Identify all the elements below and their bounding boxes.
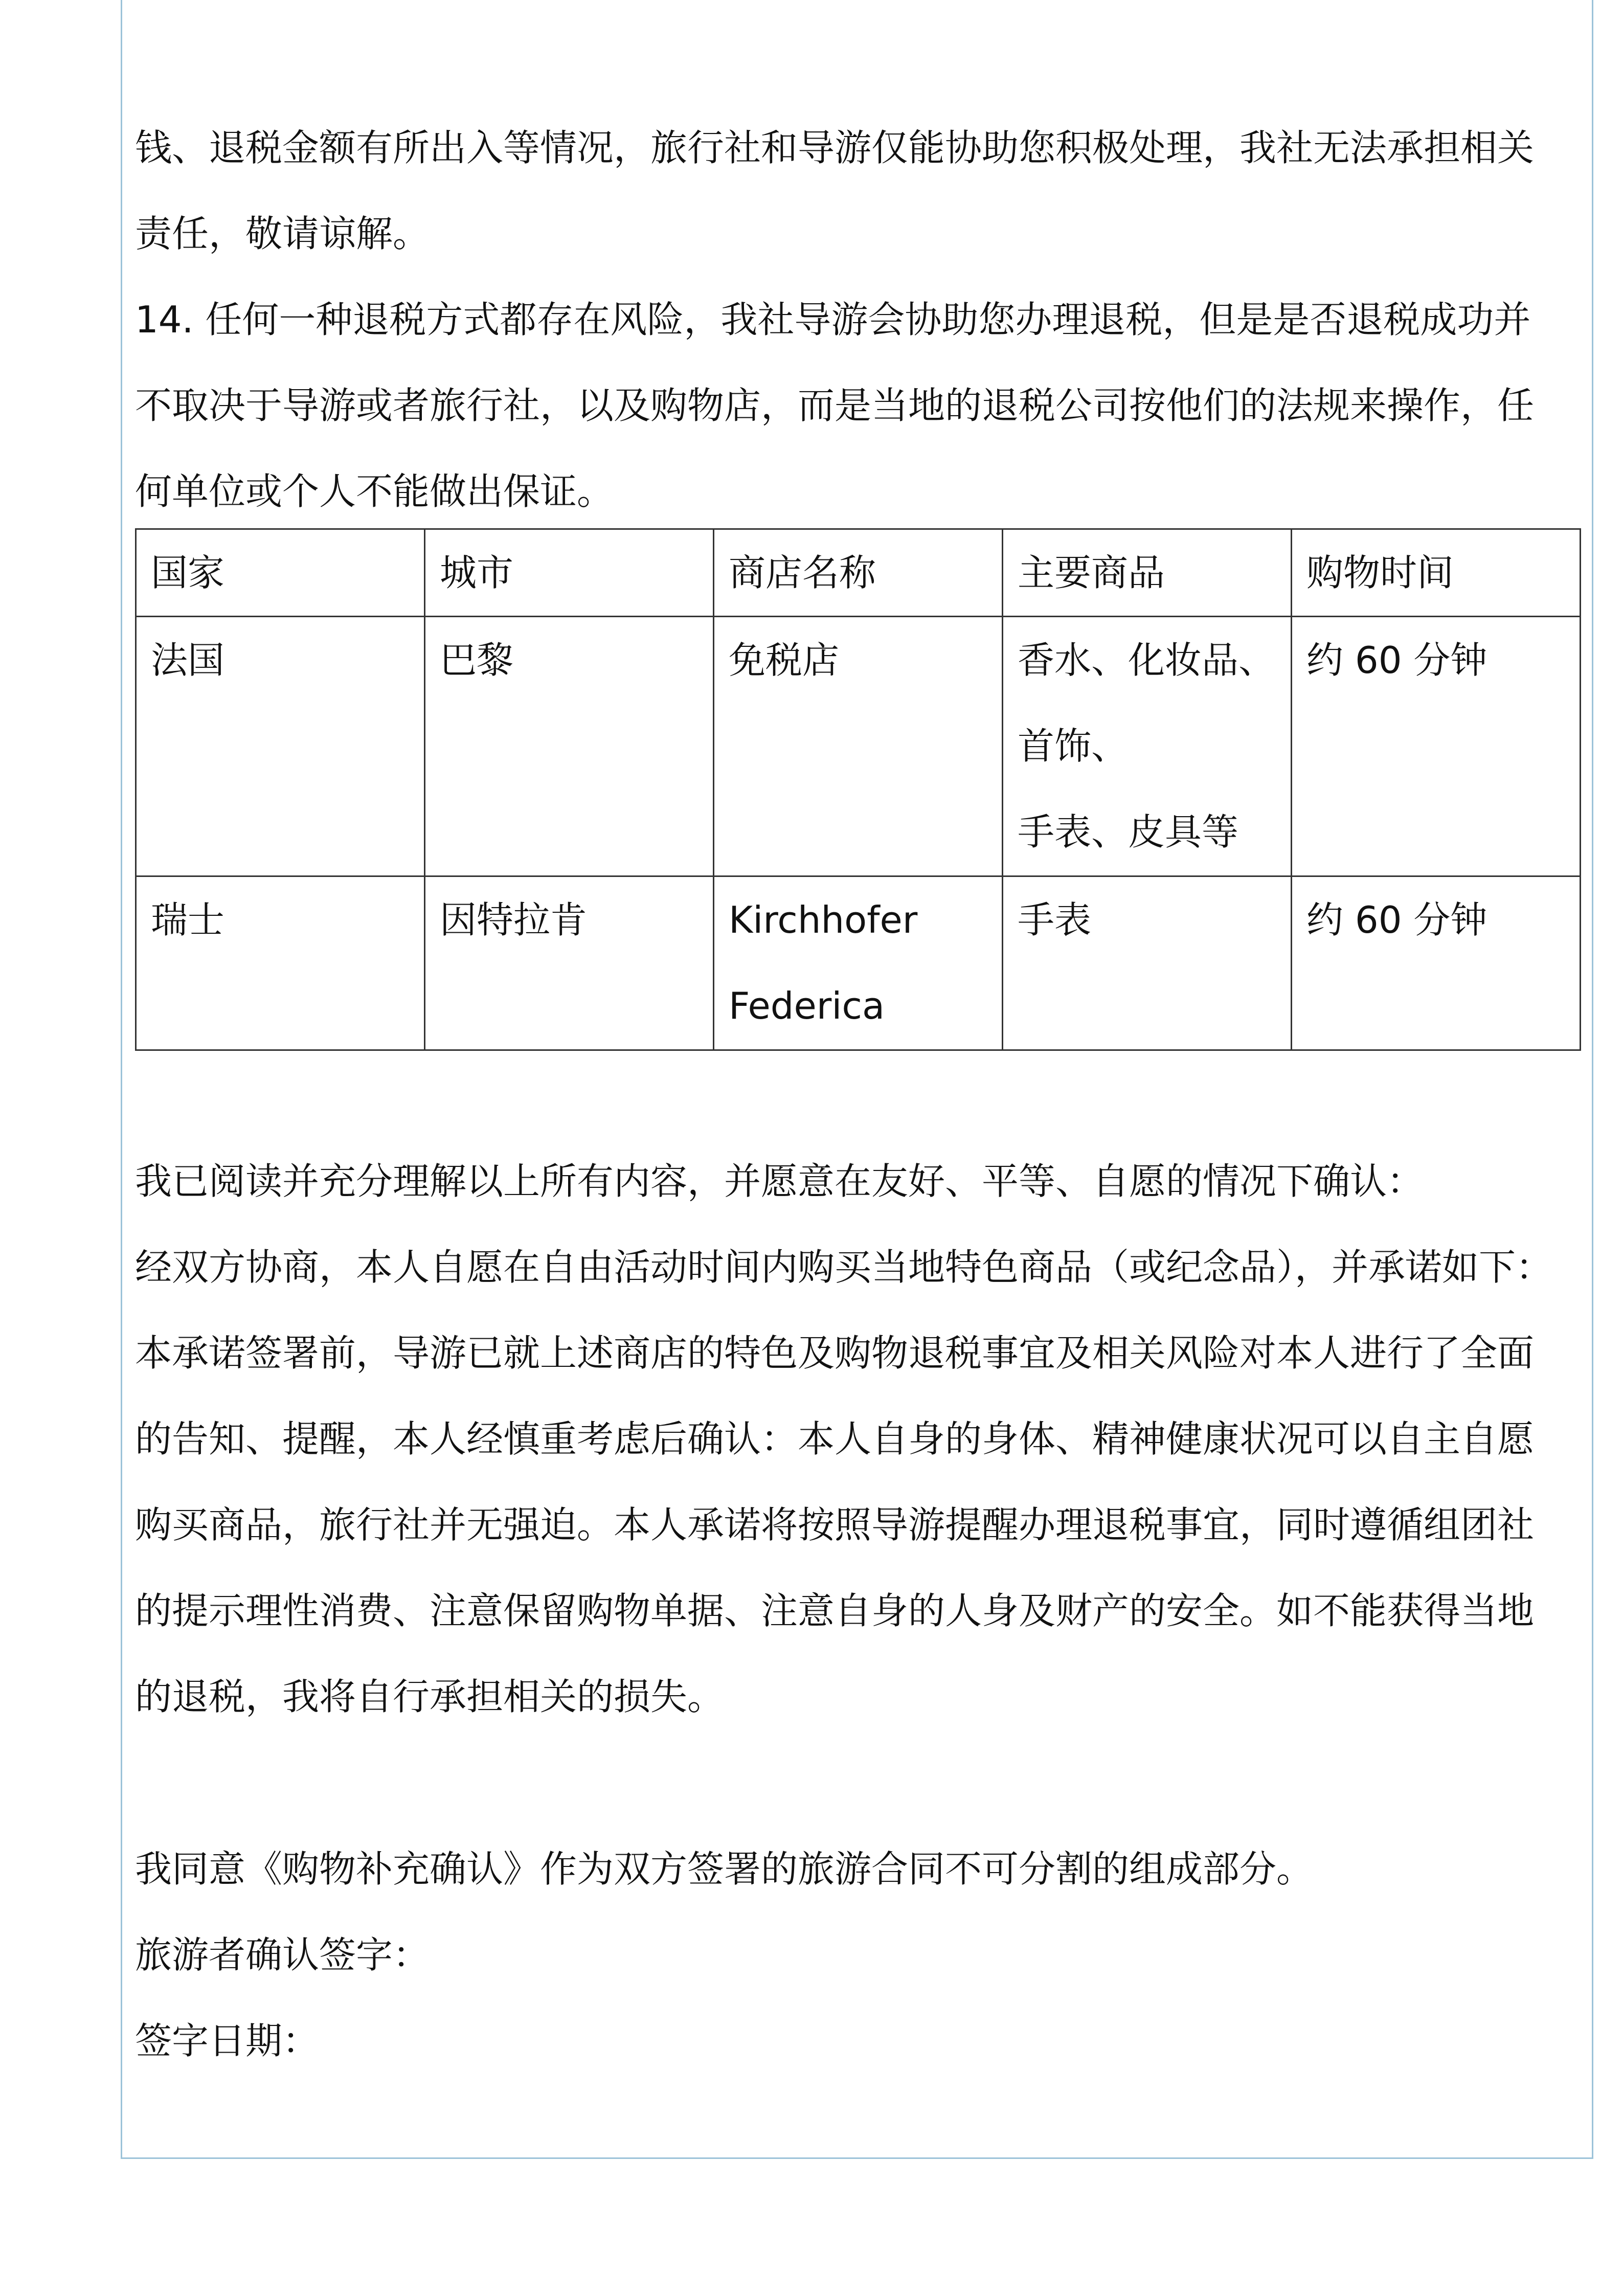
cell-shopping-time: 约 60 分钟 [1292,617,1581,876]
confirmation-line: 本承诺签署前，导游已就上述商店的特色及购物退税事宜及相关风险对本人进行了全面 [135,1332,1535,1375]
header-shopping-time: 购物时间 [1292,529,1581,617]
confirmation-line: 的退税，我将自行承担相关的损失。 [135,1675,725,1718]
table-row [136,876,1581,1050]
signature-date-label: 签字日期： [135,2019,320,2062]
confirmation-line: 的提示理性消费、注意保留购物单据、注意自身的人身及财产的安全。如不能获得当地 [135,1589,1535,1632]
shop-name-line: Kirchhofer [729,898,918,941]
cell-main-goods [1003,617,1292,876]
cell-city: 巴黎 [425,617,714,876]
goods-line: 手表 [1018,898,1092,941]
intro-line: 何单位或个人不能做出保证。 [135,470,614,513]
shopping-table [135,528,1581,1051]
intro-line: 钱、退税金额有所出入等情况，旅行社和导游仅能协助您积极处理，我社无法承担相关 [135,126,1535,169]
cell-shopping-time: 约 60 分钟 [1292,876,1581,1050]
cell-main-goods [1003,876,1292,1050]
confirmation-line: 购买商品，旅行社并无强迫。本人承诺将按照导游提醒办理退税事宜，同时遵循组团社 [135,1503,1535,1546]
cell-country: 瑞士 [136,876,425,1050]
cell-country: 法国 [136,617,425,876]
intro-line: 责任，敬请谅解。 [135,212,430,255]
goods-line: 香水、化妆品、 [1018,639,1276,682]
intro-line: 14. 任何一种退税方式都存在风险，我社导游会协助您办理退税，但是是否退税成功并 [135,298,1531,341]
goods-line: 手表、皮具等 [1018,811,1239,853]
confirmation-line: 经双方协商，本人自愿在自由活动时间内购买当地特色商品（或纪念品），并承诺如下： [135,1246,1553,1289]
table-header-row [136,529,1581,617]
confirmation-line: 的告知、提醒，本人经慎重考虑后确认：本人自身的身体、精神健康状况可以自主自愿 [135,1417,1535,1460]
intro-line: 不取决于导游或者旅行社，以及购物店，而是当地的退税公司按他们的法规来操作，任 [135,384,1535,427]
header-shop-name: 商店名称 [714,529,1003,617]
header-city: 城市 [425,529,714,617]
shop-name-line: 免税店 [729,639,840,682]
signature-label: 旅游者确认签字： [135,1933,430,1976]
confirmation-line: 我已阅读并充分理解以上所有内容，并愿意在友好、平等、自愿的情况下确认： [135,1160,1424,1203]
cell-city: 因特拉肯 [425,876,714,1050]
shop-name-line: Federica [729,984,885,1027]
cell-shop-name [714,876,1003,1050]
agreement-statement: 我同意《购物补充确认》作为双方签署的旅游合同不可分割的组成部分。 [135,1848,1314,1890]
header-country: 国家 [136,529,425,617]
cell-shop-name [714,617,1003,876]
header-main-goods: 主要商品 [1003,529,1292,617]
table-row [136,617,1581,876]
goods-line: 首饰、 [1018,725,1129,768]
